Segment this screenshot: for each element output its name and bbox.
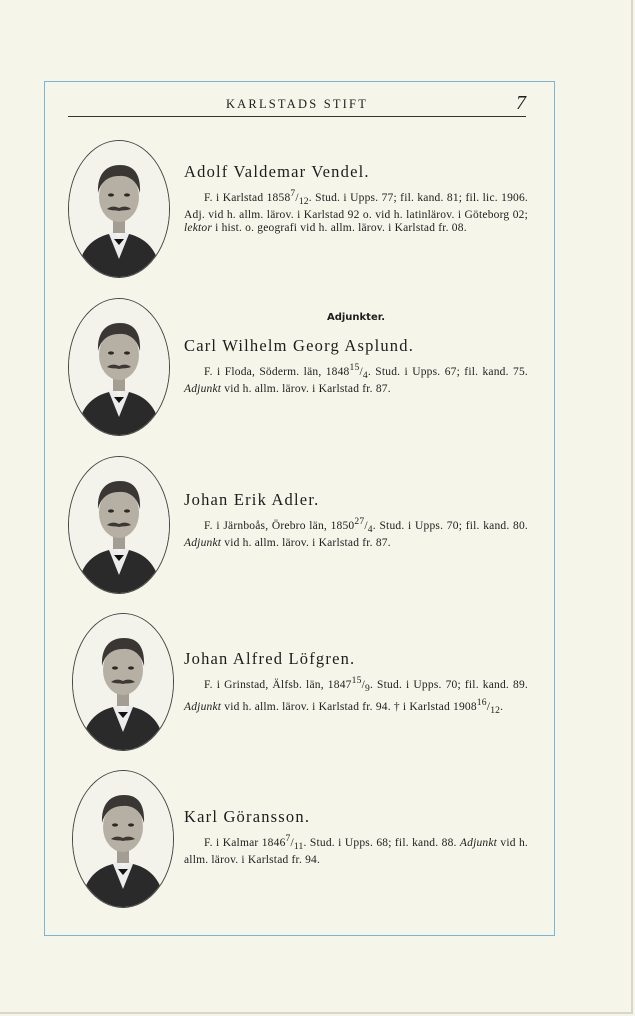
person-name: Carl Wilhelm Georg Asplund. [184,336,415,355]
person-bio: F. i Floda, Söderm. län, $1848^{15}/_4$. Stud. i Upps. 67; fil. kand. 75. Adjunkt vid h. allm. lärov. i Karlstad fr. 87. [184,362,528,395]
page-number: 7 [516,92,526,114]
running-head [68,94,526,117]
person-name: Adolf Valdemar Vendel. [184,162,370,181]
portrait-photo [68,298,170,436]
entry-text [184,162,528,235]
portrait-photo [68,456,170,594]
person-bio: F. i Kalmar $1846^7/_{11}$. Stud. i Upps. 68; fil. kand. 88. Adjunkt vid h. allm. lärov. i Karlstad fr. 94. [184,833,528,866]
portrait-photo [72,770,174,908]
person-bio: F. i Grinstad, Älfsb. län, $1847^{15}/_9$. Stud. i Upps. 70; fil. kand. 89. Adjunkt vid h. allm. lärov. i Karlstad fr. 94. † i Karlstad $1908^{16}/_{12}$. [184,675,528,716]
running-title: KARLSTADS STIFT [225,97,369,111]
person-bio: F. i Karlstad $1858^7/_{12}$. Stud. i Upps. 77; fil. kand. 81; fil. lic. 1906. Adj. vid h. allm. lärov. i Karlstad 92 o. vid h. latinlärov. i Göteborg 02; lektor i hist. o. geografi vid h. allm. lärov. i Karlstad fr. 08. [184,188,529,234]
person-name: Karl Göransson. [184,807,311,826]
entry-text [184,490,528,550]
section-heading: Adjunkter. [326,312,386,323]
entry-text [184,807,528,867]
entry-text [184,649,528,717]
portrait-photo [72,613,174,751]
entry-text [184,312,528,396]
portrait-photo [68,140,170,278]
person-name: Johan Erik Adler. [184,490,320,509]
person-bio: F. i Järnboås, Örebro län, $1850^{27}/_4$. Stud. i Upps. 70; fil. kand. 80. Adjunkt vid h. allm. lärov. i Karlstad fr. 87. [184,516,529,549]
person-name: Johan Alfred Löfgren. [184,649,356,668]
